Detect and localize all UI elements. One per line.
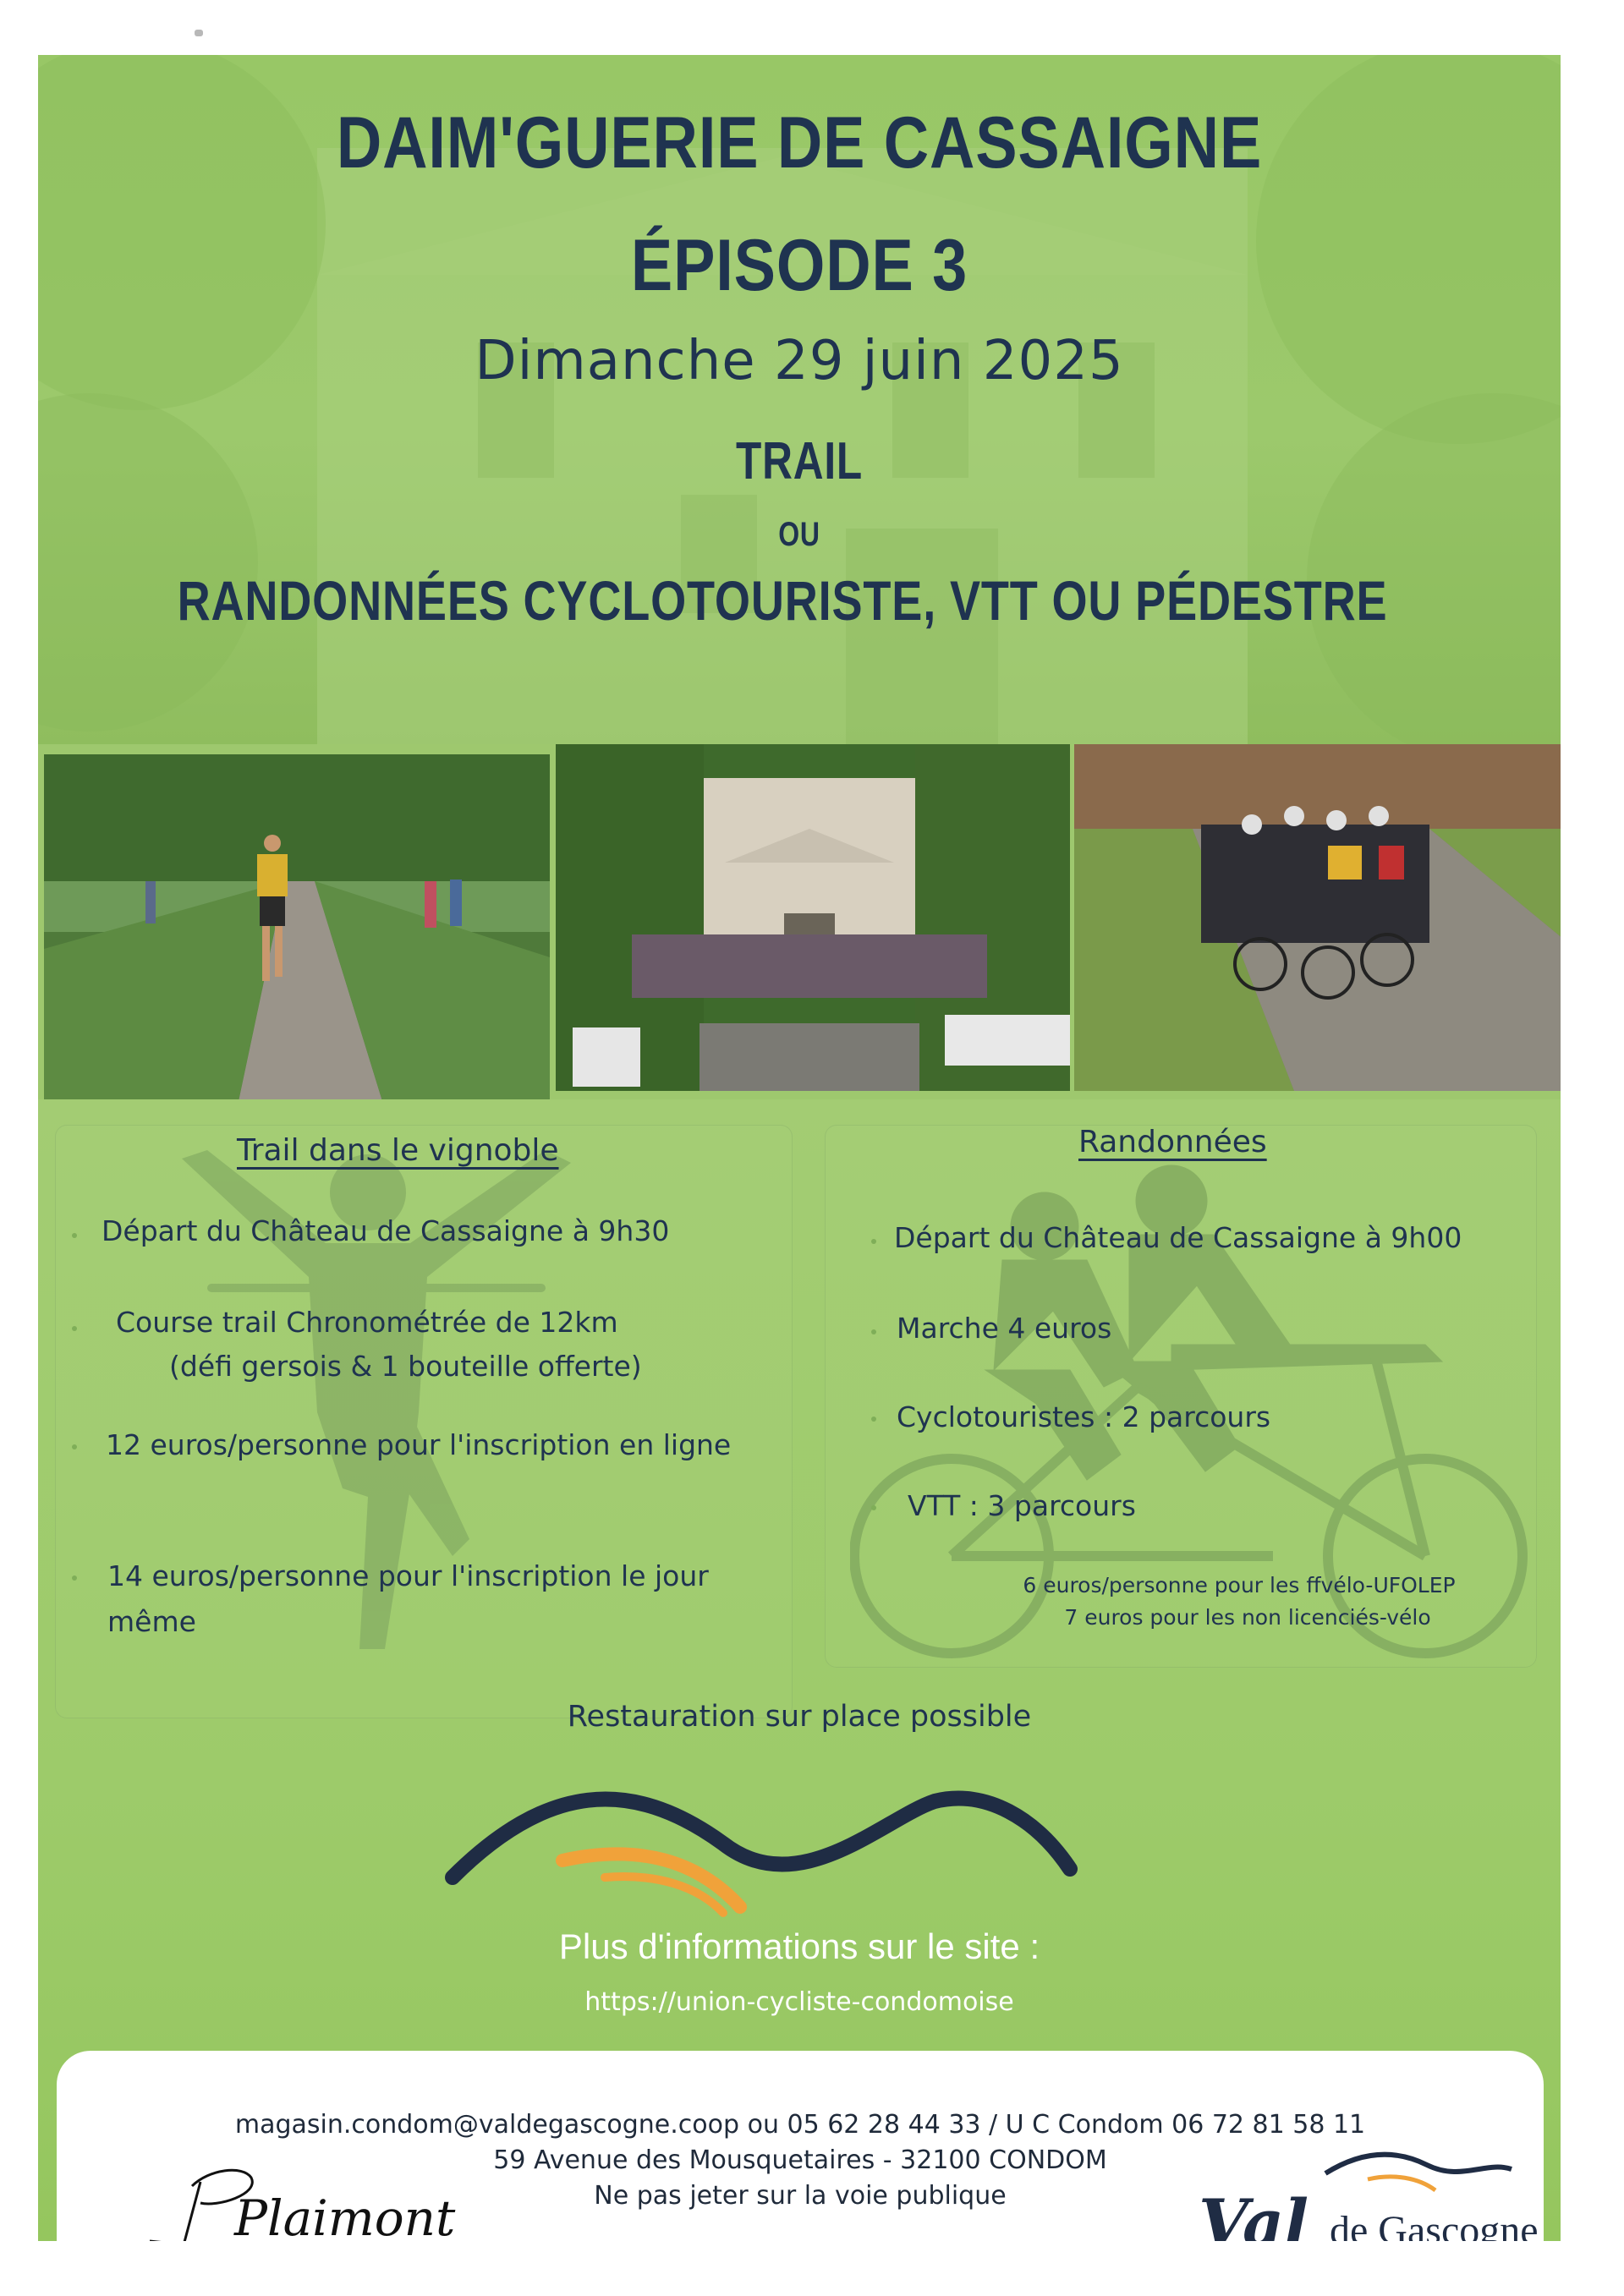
footer-notice: Ne pas jeter sur la voie publique bbox=[594, 2181, 1007, 2211]
rando-depart: Départ du Château de Cassaigne à 9h00 bbox=[894, 1221, 1462, 1254]
photo-trail-runner bbox=[44, 754, 550, 1101]
trail-course-detail: (défi gersois & 1 bouteille offerte) bbox=[169, 1350, 642, 1383]
event-trail: TRAIL bbox=[735, 432, 864, 490]
event-title: DAIM'GUERIE DE CASSAIGNE bbox=[336, 102, 1263, 184]
hero-section bbox=[38, 55, 1561, 744]
plaimont-logo bbox=[133, 2161, 488, 2247]
event-randonnees: RANDONNÉES CYCLOTOURISTE, VTT OU PÉDESTRE bbox=[177, 569, 1388, 632]
footer-address: 59 Avenue des Mousquetaires - 32100 CONDOM bbox=[493, 2145, 1107, 2175]
scan-mark bbox=[195, 30, 203, 36]
gascogne-text: de Gascogne bbox=[1330, 2208, 1539, 2253]
event-date: Dimanche 29 juin 2025 bbox=[475, 330, 1124, 392]
bullet bbox=[72, 1575, 77, 1581]
event-or: OU bbox=[778, 516, 820, 553]
val-text: Val bbox=[1199, 2185, 1309, 2260]
rando-price-1: 6 euros/personne pour les ffvélo-UFOLEP bbox=[1023, 1573, 1456, 1597]
footer bbox=[57, 2051, 1544, 2260]
photo-cyclists bbox=[1074, 744, 1561, 1091]
restauration-text: Restauration sur place possible bbox=[567, 1700, 1032, 1734]
trail-price-onsite-cont: même bbox=[107, 1605, 196, 1638]
footer-contact: magasin.condom@valdegascogne.coop ou 05 62 28 44 33 / U C Condom 06 72 81 58 11 bbox=[234, 2110, 1366, 2140]
trail-price-online: 12 euros/personne pour l'inscription en ligne bbox=[106, 1428, 732, 1461]
bullet bbox=[871, 1329, 876, 1334]
bullet bbox=[72, 1444, 77, 1449]
trail-depart: Départ du Château de Cassaigne à 9h30 bbox=[102, 1214, 670, 1247]
episode-title: ÉPISODE 3 bbox=[630, 225, 968, 306]
plaimont-text: Plaimont bbox=[234, 2189, 456, 2247]
trail-price-onsite: 14 euros/personne pour l'inscription le jour bbox=[107, 1559, 709, 1592]
wave-logo bbox=[444, 1751, 1087, 1920]
info-label: Plus d'informations sur le site : bbox=[558, 1926, 1040, 1966]
rando-marche: Marche 4 euros bbox=[897, 1312, 1112, 1345]
poster bbox=[38, 55, 1561, 2260]
bullet bbox=[72, 1233, 77, 1238]
photo-chateau-start bbox=[556, 744, 1070, 1091]
rando-vtt: VTT : 3 parcours bbox=[908, 1489, 1136, 1522]
bullet bbox=[871, 1239, 876, 1244]
rando-cyclo: Cyclotouristes : 2 parcours bbox=[897, 1400, 1271, 1433]
photo-strip bbox=[44, 744, 1561, 1104]
trail-course: Course trail Chronométrée de 12km bbox=[116, 1306, 618, 1339]
val-de-gascogne-logo bbox=[1190, 2144, 1545, 2260]
info-url[interactable]: https://union-cycliste-condomoise bbox=[584, 1987, 1014, 2017]
bullet bbox=[871, 1417, 876, 1422]
bullet bbox=[72, 1326, 77, 1331]
rando-price-2: 7 euros pour les non licenciés-vélo bbox=[1064, 1605, 1431, 1630]
rando-title: Randonnées bbox=[1078, 1125, 1267, 1159]
bullet bbox=[871, 1505, 876, 1510]
trail-title: Trail dans le vignoble bbox=[237, 1133, 559, 1168]
